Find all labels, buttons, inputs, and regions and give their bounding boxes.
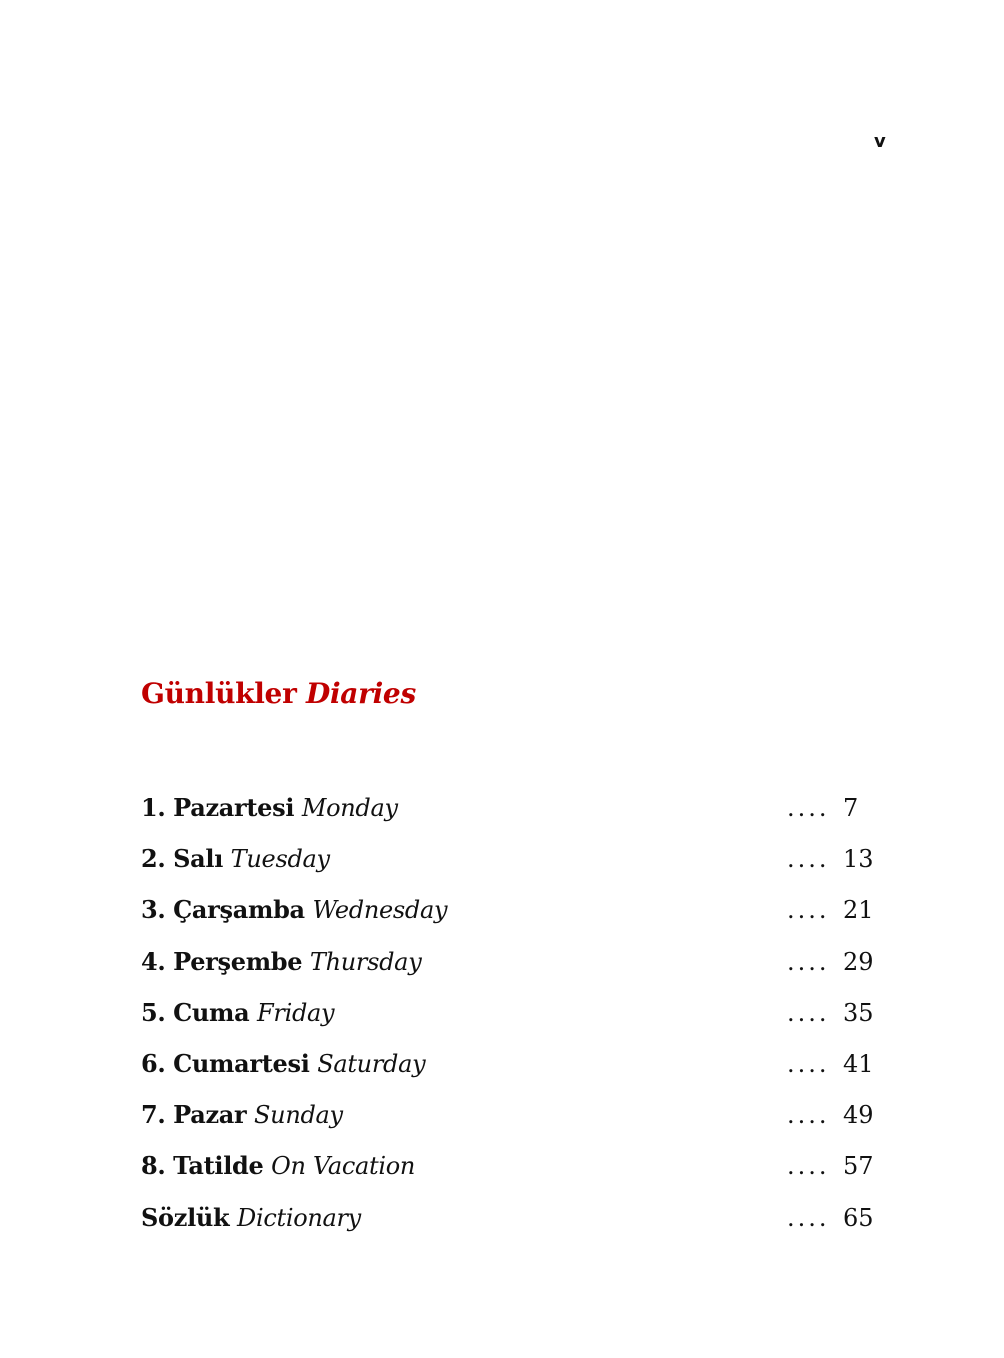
toc-entry-number: 4.: [141, 946, 166, 976]
toc-entry-english: Monday: [301, 794, 398, 822]
toc-entry-turkish: Cumartesi: [173, 1048, 310, 1078]
page-number: v: [874, 131, 886, 152]
toc-page-number: 41: [843, 1049, 874, 1078]
toc-entry-friday[interactable]: [141, 994, 881, 1045]
toc-leader-dots: ....: [787, 1101, 830, 1130]
toc-entry-tuesday[interactable]: [141, 840, 881, 891]
toc-leader-dots: ....: [787, 1203, 830, 1232]
toc-entry-number: 7.: [141, 1100, 166, 1130]
toc-leader-dots: ....: [787, 1152, 830, 1181]
toc-entry-turkish: Tatilde: [173, 1151, 264, 1181]
toc-page-number: 65: [843, 1203, 874, 1232]
toc-leader-dots: ....: [787, 998, 830, 1027]
toc-entry-number: 8.: [141, 1151, 166, 1181]
toc-entry-turkish: Pazar: [173, 1100, 247, 1130]
section-title-turkish: Günlükler: [141, 677, 297, 710]
toc-entry-wednesday[interactable]: [141, 891, 881, 942]
toc-entry-dictionary[interactable]: [141, 1199, 881, 1250]
toc-leader-dots: ....: [787, 845, 830, 874]
table-of-contents: [141, 789, 881, 1250]
toc-entry-saturday[interactable]: [141, 1045, 881, 1096]
toc-entry-number: 1.: [141, 793, 166, 822]
toc-leader-dots: ....: [787, 896, 830, 925]
toc-entry-english: Friday: [257, 998, 335, 1027]
toc-entry-thursday[interactable]: [141, 943, 881, 994]
toc-entry-turkish: Salı: [173, 844, 224, 874]
toc-entry-on-vacation[interactable]: [141, 1147, 881, 1198]
toc-entry-number: 2.: [141, 844, 166, 874]
toc-page-number: 13: [843, 845, 874, 874]
toc-page-number: 21: [843, 896, 874, 925]
toc-entry-english: Tuesday: [230, 845, 330, 874]
section-title-english: Diaries: [305, 677, 416, 710]
toc-page-number: 7: [843, 794, 859, 822]
toc-entry-monday[interactable]: [141, 789, 881, 840]
toc-entry-english: Dictionary: [237, 1203, 361, 1232]
toc-leader-dots: ....: [787, 1049, 830, 1078]
toc-page-number: 35: [843, 998, 874, 1027]
toc-entry-turkish: Perşembe: [173, 946, 303, 976]
toc-entry-number: 5.: [141, 997, 166, 1027]
toc-page-number: 57: [843, 1152, 874, 1181]
toc-entry-english: Sunday: [254, 1101, 343, 1130]
toc-leader-dots: ....: [787, 794, 830, 822]
toc-entry-turkish: Sözlük: [141, 1202, 230, 1232]
toc-page-number: 49: [843, 1101, 874, 1130]
toc-entry-turkish: Pazartesi: [173, 793, 295, 822]
toc-entry-english: Thursday: [309, 947, 422, 976]
toc-entry-turkish: Cuma: [173, 997, 250, 1027]
toc-entry-turkish: Çarşamba: [173, 895, 305, 925]
toc-leader-dots: ....: [787, 947, 830, 976]
toc-entry-number: 3.: [141, 895, 166, 925]
toc-entry-sunday[interactable]: [141, 1096, 881, 1147]
toc-entry-english: Saturday: [317, 1049, 426, 1078]
toc-page-number: 29: [843, 947, 874, 976]
toc-entry-english: Wednesday: [312, 896, 448, 925]
section-title: [141, 674, 416, 714]
toc-entry-english: On Vacation: [271, 1152, 416, 1181]
toc-entry-number: 6.: [141, 1048, 166, 1078]
